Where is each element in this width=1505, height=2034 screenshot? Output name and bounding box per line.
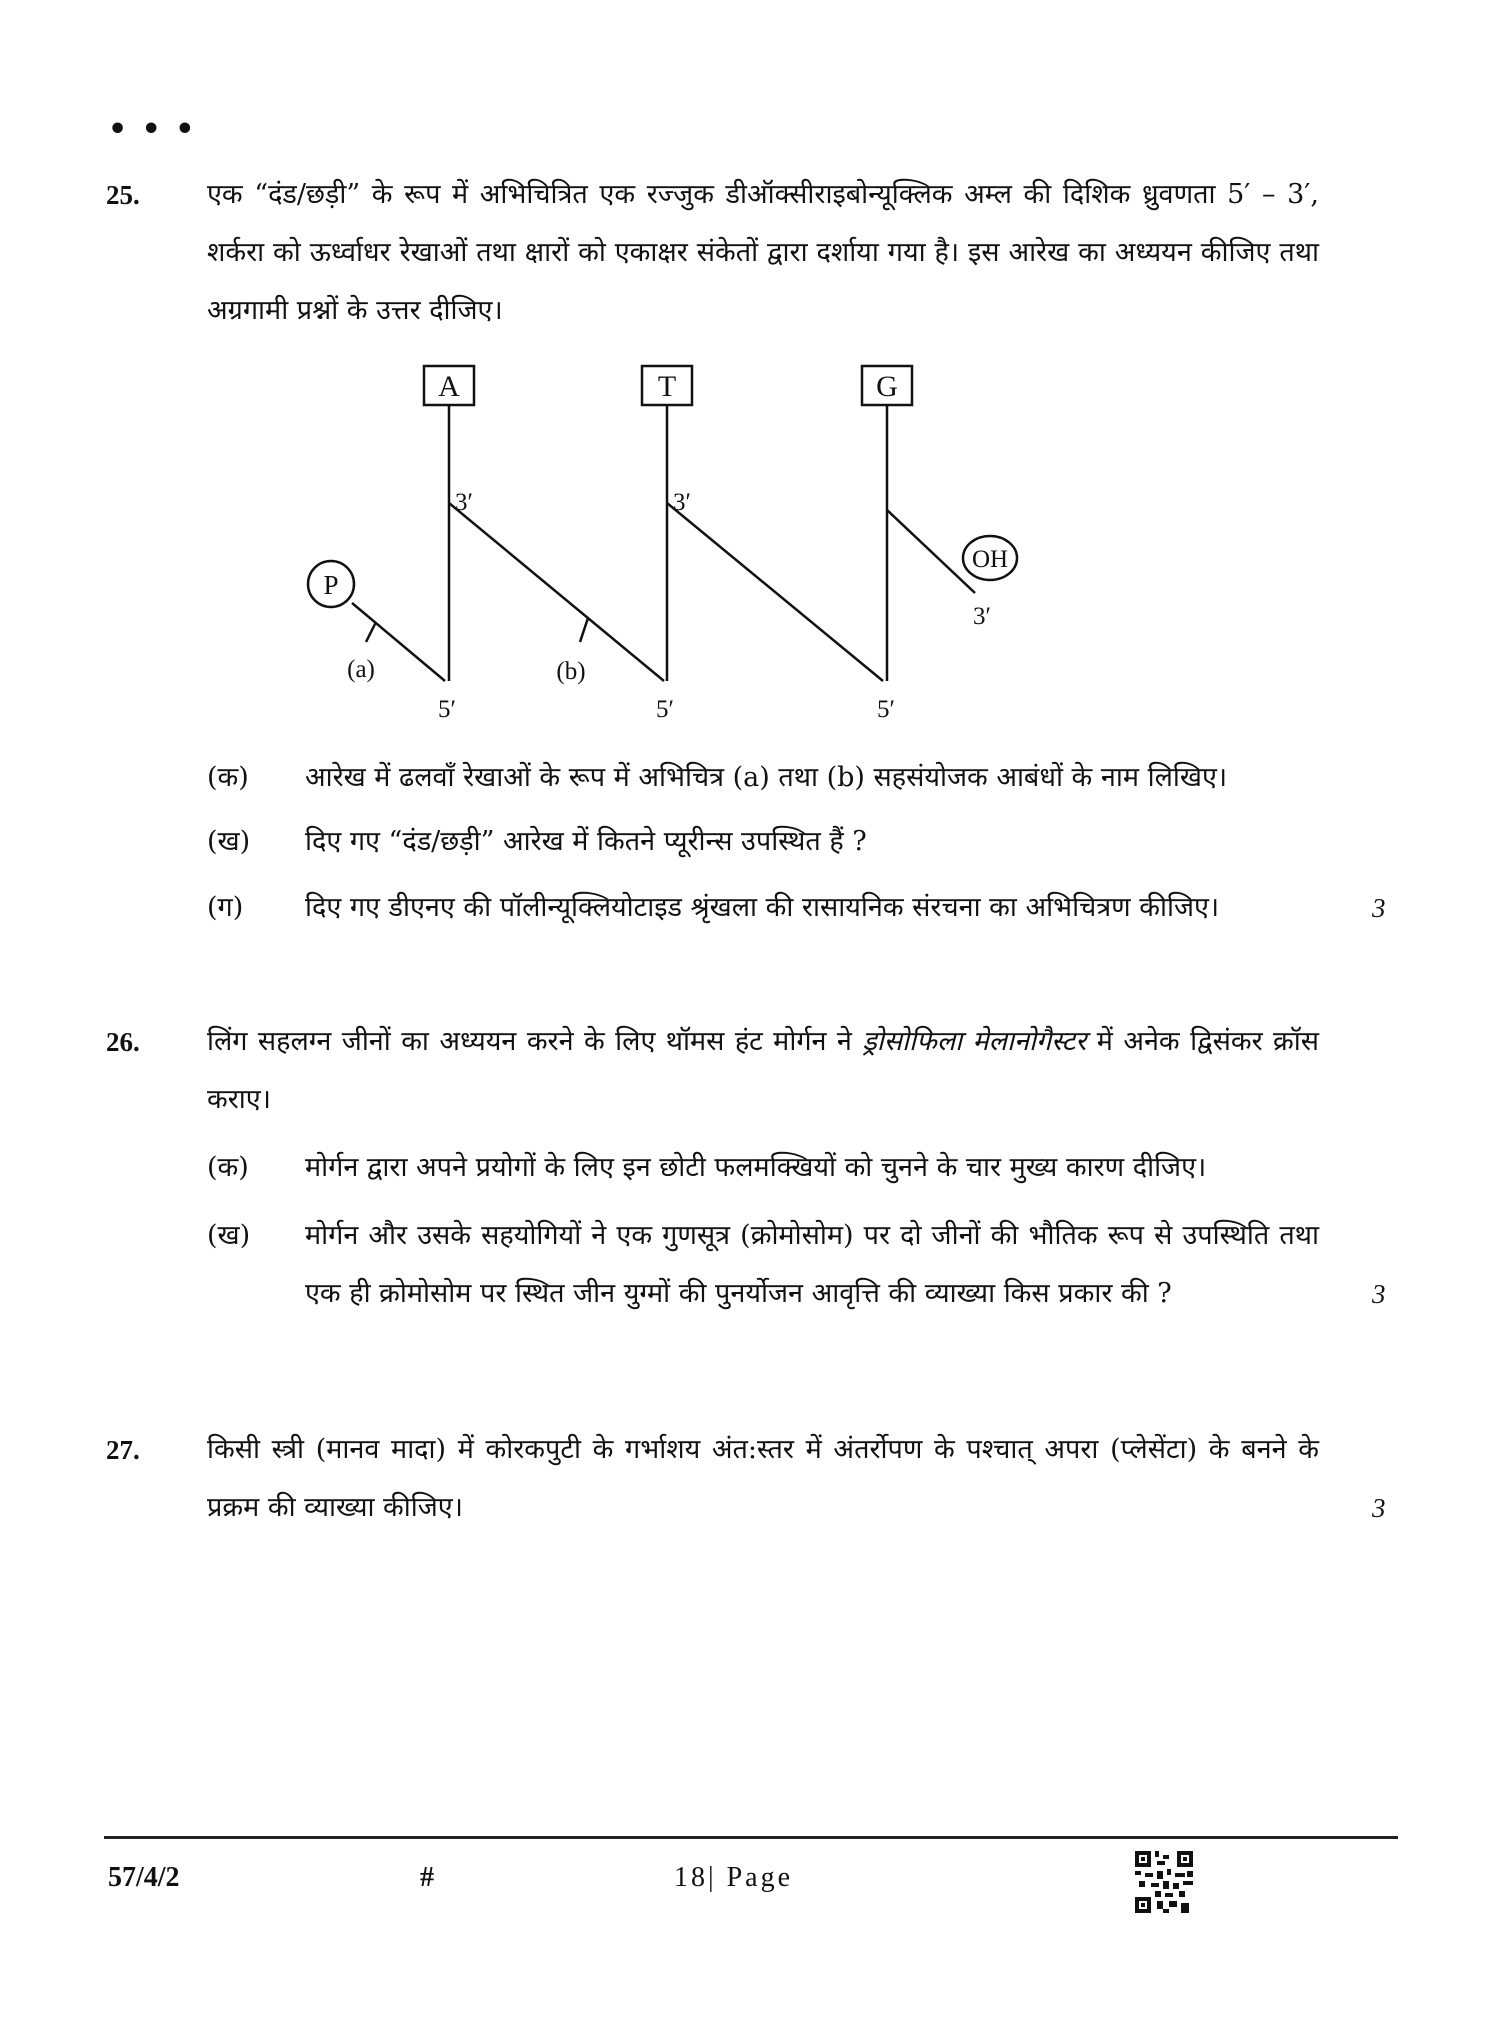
bond-a-pointer [366, 622, 376, 642]
part-label-kha: (ख) [207, 1220, 251, 1251]
q25-text-line: एक “दंड/छड़ी” के रूप में अभिचित्रित एक रज्जुक डीऑक्सीराइबोन्यूक्लिक अम्ल की दिशिक [207, 179, 1131, 210]
q25-text-line: आरेख का अध्ययन कीजिए तथा अग्रगामी प्रश्नों के उत्तर दीजिए। [207, 237, 1319, 326]
q27-text-line: के बनने के प्रक्रम की व्याख्या कीजिए। [207, 1434, 1319, 1523]
part-label-ka: (क) [207, 1152, 249, 1183]
q25-part-kha-line: दिए गए “दंड/छड़ी” आरेख में कितने प्यूरीन्स उपस्थित हैं ? [305, 826, 867, 857]
base-label-a: A [438, 370, 460, 403]
phosphate-label: P [323, 570, 339, 600]
q26-part-ka [106, 1139, 1319, 1197]
end-3-label: 3′ [455, 489, 473, 516]
q26-part-kha [106, 1207, 1319, 1323]
marks-q27: 3 [1372, 1493, 1386, 1523]
question-number-27: 27. [106, 1435, 140, 1465]
q25-part-ga-text [305, 879, 1319, 937]
q25-part-ka-line: लिखिए। [1147, 762, 1228, 793]
qr-code-icon [1135, 1851, 1193, 1913]
q25-part-ka-text [305, 749, 1319, 807]
part-label-ka: (क) [207, 762, 249, 793]
q26-part-kha-line: उपस्थिति तथा एक ही क्रोमोसोम पर स्थित जीन युग्मों की पुनर्योजन आवृत्ति की व्याख्या [305, 1220, 1319, 1309]
q25-part-ga [106, 879, 1319, 937]
end-5-label: 5′ [877, 696, 895, 723]
q27-text [207, 1421, 1319, 1537]
base-label-g: G [876, 370, 898, 403]
end-5-label: 5′ [656, 696, 674, 723]
q25-part-kha [106, 813, 1319, 871]
page-footer [106, 1836, 1319, 1926]
question-26 [106, 1013, 1386, 1323]
q25-text-line: ध्रुवणता 5′ – 3′, शर्करा को ऊर्ध्वाधर रेखाओं तथा क्षारों को एकाक्षर संकेतों द्वारा दर्शाया गया है। इस [207, 179, 1320, 268]
q25-part-kha-text [305, 813, 1319, 871]
page-number: 18| Page [674, 1862, 794, 1893]
end-3-label: 3′ [973, 603, 991, 630]
q26-part-kha-line: मोर्गन और उसके सहयोगियों ने एक गुणसूत्र (क्रोमोसोम) पर दो जीनों की भौतिक रूप से [305, 1220, 1173, 1251]
q25-part-ka-line: आरेख में ढलवाँ रेखाओं के रूप में अभिचित्र (a) तथा (b) सहसंयोजक आबंधों के नाम [305, 762, 1139, 793]
bond-b-line [449, 503, 664, 681]
q26-part-kha-text [305, 1207, 1319, 1323]
part-label-ga: (ग) [207, 892, 244, 923]
footer-divider [104, 1836, 1398, 1839]
bond-b-pointer [580, 618, 588, 642]
question-27 [106, 1421, 1386, 1537]
paper-code: 57/4/2 [108, 1862, 180, 1893]
q25-part-ka [106, 749, 1319, 807]
hydroxyl-label: OH [971, 546, 1009, 573]
exam-page [106, 166, 1386, 1926]
marks-q26: 3 [1372, 1279, 1386, 1309]
q25-part-ga-line: कीजिए। [1139, 892, 1220, 923]
species-name: ड्रोसोफिला मेलानोगैस्टर [862, 1026, 1087, 1057]
question-number-26: 26. [106, 1027, 140, 1057]
question-number-25: 25. [106, 180, 140, 210]
part-label-kha: (ख) [207, 826, 251, 857]
end-3-label: 3′ [673, 489, 691, 516]
phosphodiester-line [667, 503, 883, 681]
end-5-label: 5′ [438, 696, 456, 723]
terminal-3-line [887, 510, 975, 593]
q26-part-ka-line: मोर्गन द्वारा अपने प्रयोगों के लिए इन छोटी फलमक्खियों को चुनने के चार मुख्य कारण [305, 1152, 1125, 1183]
dna-stick-diagram [0, 340, 1505, 749]
bond-label-a: (a) [347, 656, 375, 683]
q26-text-part: लिंग सहलग्न जीनों का अध्ययन करने के लिए थॉमस हंट मोर्गन ने [207, 1026, 852, 1057]
bond-label-b: (b) [556, 658, 586, 685]
q26-part-kha-line: किस प्रकार की ? [1003, 1278, 1172, 1309]
question-25 [106, 166, 1319, 340]
marks-q25: 3 [1372, 893, 1386, 923]
q26-part-ka-text [305, 1139, 1319, 1197]
q26-text [207, 1013, 1319, 1129]
question-25-parts [106, 749, 1386, 937]
q25-text [207, 166, 1319, 340]
q27-text-line: किसी स्त्री (मानव मादा) में कोरकपुटी के गर्भाशय अंत:स्तर में अंतर्रोपण के पश्चात् अपरा (प्लेसेंटा) [207, 1434, 1198, 1465]
q26-part-ka-line: दीजिए। [1132, 1152, 1207, 1183]
q25-part-ga-line: दिए गए डीएनए की पॉलीन्यूक्लियोटाइड श्रृंखला की रासायनिक संरचना का अभिचित्रण [305, 892, 1131, 923]
base-label-t: T [657, 370, 677, 403]
top-marker: • • • [108, 112, 197, 147]
q26-text-line: अनेक द्विसंकर क्रॉस कराए। [207, 1026, 1320, 1115]
q26-text-part: में [1096, 1026, 1113, 1057]
footer-hash: # [420, 1862, 434, 1893]
